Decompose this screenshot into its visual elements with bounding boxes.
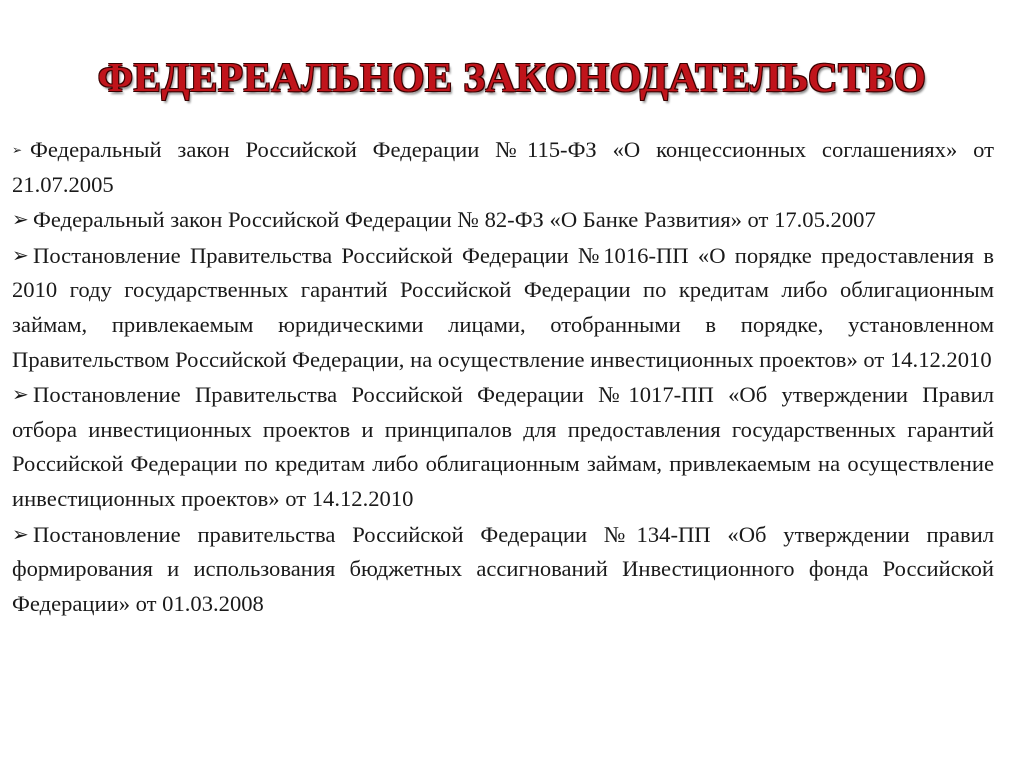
arrowhead-bullet-icon: ➢ bbox=[12, 242, 29, 267]
arrowhead-bullet-icon: ➢ bbox=[12, 382, 29, 407]
law-list bbox=[12, 133, 994, 621]
law-item bbox=[12, 133, 994, 202]
law-item-text: Федеральный закон Российской Федерации № 82-ФЗ «О Банке Развития» от 17.05.2007 bbox=[33, 207, 876, 233]
arrowhead-bullet-icon: ➢ bbox=[12, 521, 29, 546]
law-item-text: Постановление правительства Российской Федерации №134-ПП «Об утверждении правил формирования и использования бюджетных ассигнований Инвестиционного фонда Российской Федерации» от 01.03.2008 bbox=[12, 521, 994, 616]
law-item-text: Федеральный закон Российской Федерации №115-ФЗ «О концессионных соглашениях» от 21.07.2005 bbox=[12, 137, 994, 197]
law-item bbox=[12, 517, 994, 622]
arrowhead-bullet-icon: ➢ bbox=[12, 207, 29, 232]
law-item-text: Постановление Правительства Российской Федерации №1017-ПП «Об утверждении Правил отбора инвестиционных проектов и принципалов для предоставления государственных гарантий Российской Федерации по кредитам либо облигационным займам, привлекаемым на осуществление инвестиционных проектов» от 14.12.2010 bbox=[12, 382, 994, 511]
arrowhead-bullet-icon: ➢ bbox=[12, 143, 23, 157]
law-item-text: Постановление Правительства Российской Федерации №1016-ПП «О порядке предоставления в 2010 году государственных гарантий Российской Федерации по кредитам либо облигационным займам, привлекаемым юридическими лицами, отобранными в порядке, установленном Правительством Российской Федерации, на осуществление инвестиционных проектов» от 14.12.2010 bbox=[12, 242, 994, 372]
law-item bbox=[12, 238, 994, 377]
law-item bbox=[12, 377, 994, 516]
law-item bbox=[12, 202, 994, 238]
slide-title: ФЕДЕРЕАЛЬНОЕ ЗАКОНОДАТЕЛЬСТВО bbox=[97, 54, 927, 100]
